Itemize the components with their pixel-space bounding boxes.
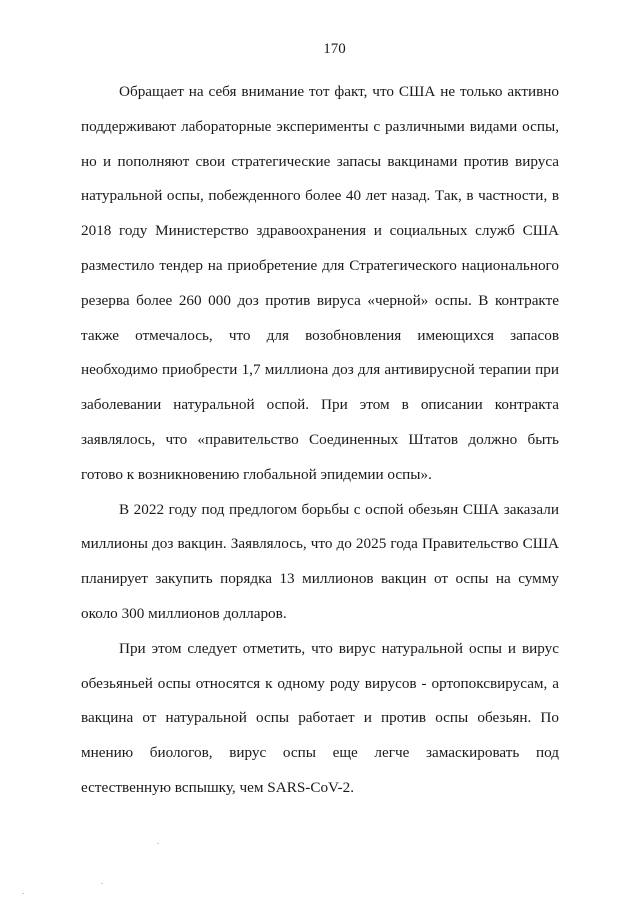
scan-speck [22, 893, 24, 894]
page-number: 170 [323, 41, 346, 57]
scan-speck [101, 883, 103, 884]
paragraph-3: При этом следует отметить, что вирус натуральной оспы и вирус обезьяньей оспы относятся к одному роду вирусов - ортопоксвирусам, а вакцина от натуральной оспы работает и против оспы обезьян. По мнению биологов, вирус оспы еще легче замаскировать под естественную вспышку, чем SARS-CoV-2. [81, 639, 559, 796]
body-text [81, 75, 559, 806]
paragraph-2: В 2022 году под предлогом борьбы с оспой обезьян США заказали миллионы доз вакцин. Заявлялось, что до 2025 года Правительство США планирует закупить порядка 13 миллионов вакцин от оспы на сумму около 300 миллионов долларов. [81, 500, 559, 622]
scan-speck [157, 843, 159, 844]
paragraph-1: Обращает на себя внимание тот факт, что США не только активно поддерживают лабораторные эксперименты с различными видами оспы, но и пополняют свои стратегические запасы вакцинами против вируса натуральной оспы, побежденного более 40 лет назад. Так, в частности, в 2018 году Министерство здравоохранения и социальных служб США разместило тендер на приобретение для Стратегического национального резерва более 260 000 доз против вируса «черной» оспы. В контракте также отмечалось, что для возобновления имеющихся запасов необходимо приобрести 1,7 миллиона доз для антивирусной терапии при заболевании натуральной оспой. При этом в описании контракта заявлялось, что «правительство Соединенных Штатов должно быть готово к возникновению глобальной эпидемии оспы». [81, 83, 559, 483]
